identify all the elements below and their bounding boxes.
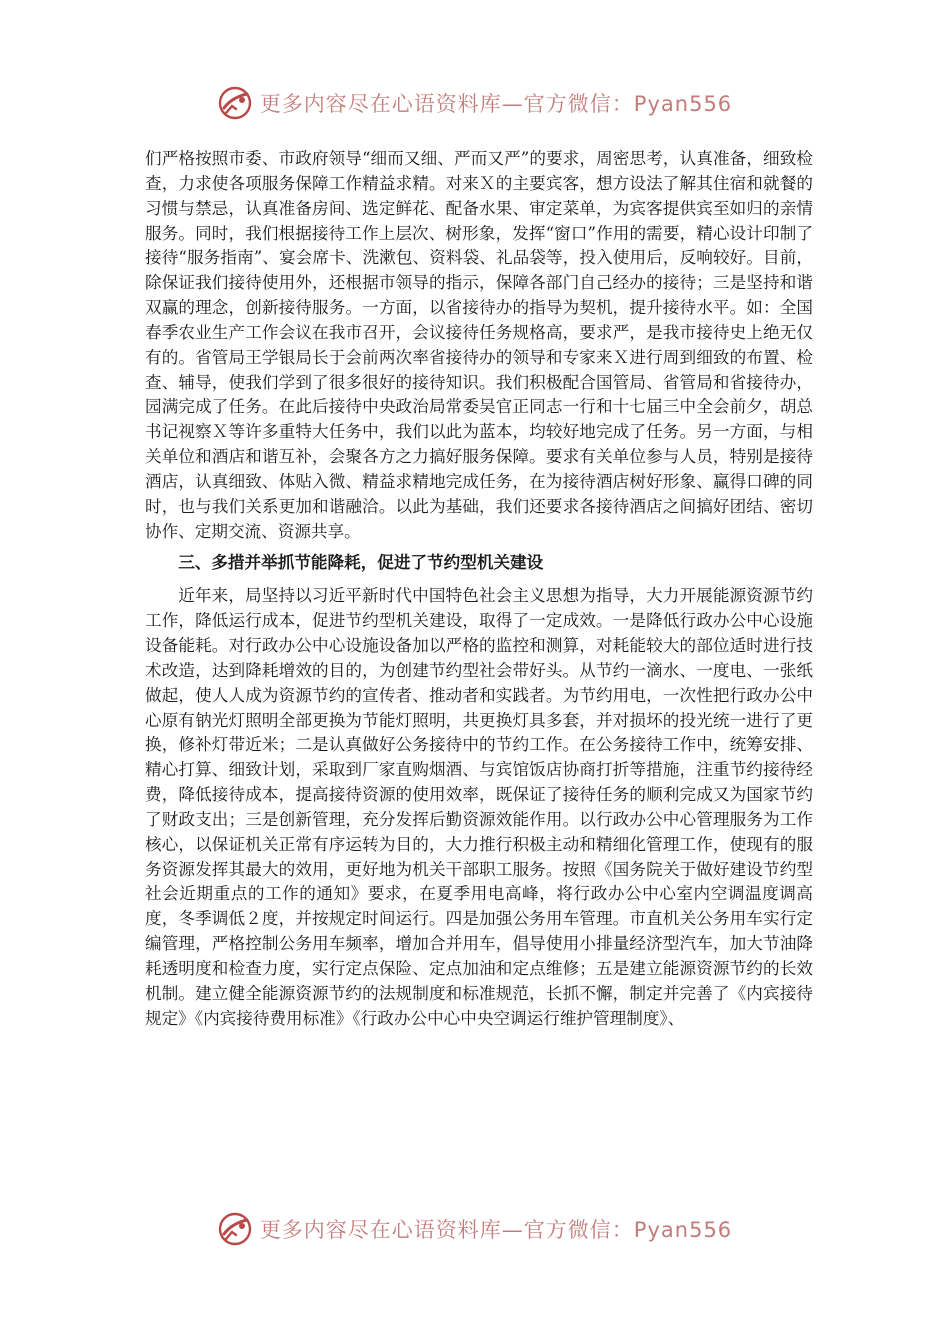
brand-logo-icon (218, 86, 252, 120)
brand-logo-icon (218, 1212, 252, 1246)
watermark-header (0, 86, 950, 120)
watermark-footer (0, 1212, 950, 1246)
body-paragraph-2: 近年来，局坚持以习近平新时代中国特色社会主义思想为指导，大力开展能源资源节约工作，降低运行成本，促进节约型机关建设，取得了一定成效。一是降低行政办公中心设施设备能耗。对行政办公中心设施设备加以严格的监控和测算，对耗能较大的部位适时进行技术改造，达到降耗增效的目的，为创建节约型社会带好头。从节约一滴水、一度电、一张纸做起，使人人成为资源节约的宣传者、推动者和实践者。为节约用电，一次性把行政办公中心原有钠光灯照明全部更换为节能灯照明，共更换灯具多套，并对损坏的投光统一进行了更换，修补灯带近米；二是认真做好公务接待中的节约工作。在公务接待工作中，统筹安排、精心打算、细致计划，采取到厂家直购烟酒、与宾馆饭店协商打折等措施，注重节约接待经费，降低接待成本，提高接待资源的使用效率，既保证了接待任务的顺利完成又为国家节约了财政支出；三是创新管理，充分发挥后勤资源效能作用。以行政办公中心管理服务为工作核心，以保证机关正常有序运转为目的，大力推行积极主动和精细化管理工作，使现有的服务资源发挥其最大的效用，更好地为机关干部职工服务。按照《国务院关于做好建设节约型社会近期重点的工作的通知》要求，在夏季用电高峰，将行政办公中心室内空调温度调高度，冬季调低２度，并按规定时间运行。四是加强公务用车管理。市直机关公务用车实行定编管理，严格控制公务用车频率，增加合并用车，倡导使用小排量经济型汽车，加大节油降耗透明度和检查力度，实行定点保险、定点加油和定点维修；五是建立能源资源节约的长效机制。建立健全能源资源节约的法规制度和标准规范，长抓不懈，制定并完善了《内宾接待规定》《内宾接待费用标准》《行政办公中心中央空调运行维护管理制度》、 (145, 586, 813, 1028)
body-paragraph-1: 们严格按照市委、市政府领导“细而又细、严而又严”的要求，周密思考，认真准备，细致检查，力求使各项服务保障工作精益求精。对来Ｘ的主要宾客，想方设法了解其住宿和就餐的习惯与禁忌，认真准备房间、选定鲜花、配备水果、审定菜单，为宾客提供宾至如归的亲情服务。同时，我们根据接待工作上层次、树形象，发挥“窗口”作用的需要，精心设计印制了接待“服务指南”、宴会席卡、洗漱包、资料袋、礼品袋等，投入使用后，反响较好。目前，除保证我们接待使用外，还根据市领导的指示，保障各部门自己经办的接待；三是坚持和谐双赢的理念，创新接待服务。一方面，以省接待办的指导为契机，提升接待水平。如：全国春季农业生产工作会议在我市召开，会议接待任务规格高，要求严，是我市接待史上绝无仅有的。省管局王学银局长于会前两次率省接待办的领导和专家来Ｘ进行周到细致的布置、检查、辅导，使我们学到了很多很好的接待知识。我们积极配合国管局、省管局和省接待办，园满完成了任务。在此后接待中央政治局常委吴官正同志一行和十七届三中全会前夕，胡总书记视察Ｘ等许多重特大任务中，我们以此为蓝本，均较好地完成了任务。另一方面，与相关单位和酒店和谐互补，会聚各方之力搞好服务保障。要求有关单位参与人员，特别是接待酒店，认真细致、体贴入微、精益求精地完成任务，在为接待酒店树好形象、赢得口碑的同时，也与我们关系更加和谐融洽。以此为基础，我们还要求各接待酒店之间搞好团结、密切协作、定期交流、资源共享。 (145, 149, 813, 541)
watermark-text: 更多内容尽在心语资料库—官方微信：Pyan556 (259, 1218, 733, 1242)
watermark-text: 更多内容尽在心语资料库—官方微信：Pyan556 (259, 92, 733, 116)
document-body (145, 147, 813, 1032)
section-heading-3: 三、多措并举抓节能降耗，促进了节约型机关建设 (178, 552, 544, 572)
